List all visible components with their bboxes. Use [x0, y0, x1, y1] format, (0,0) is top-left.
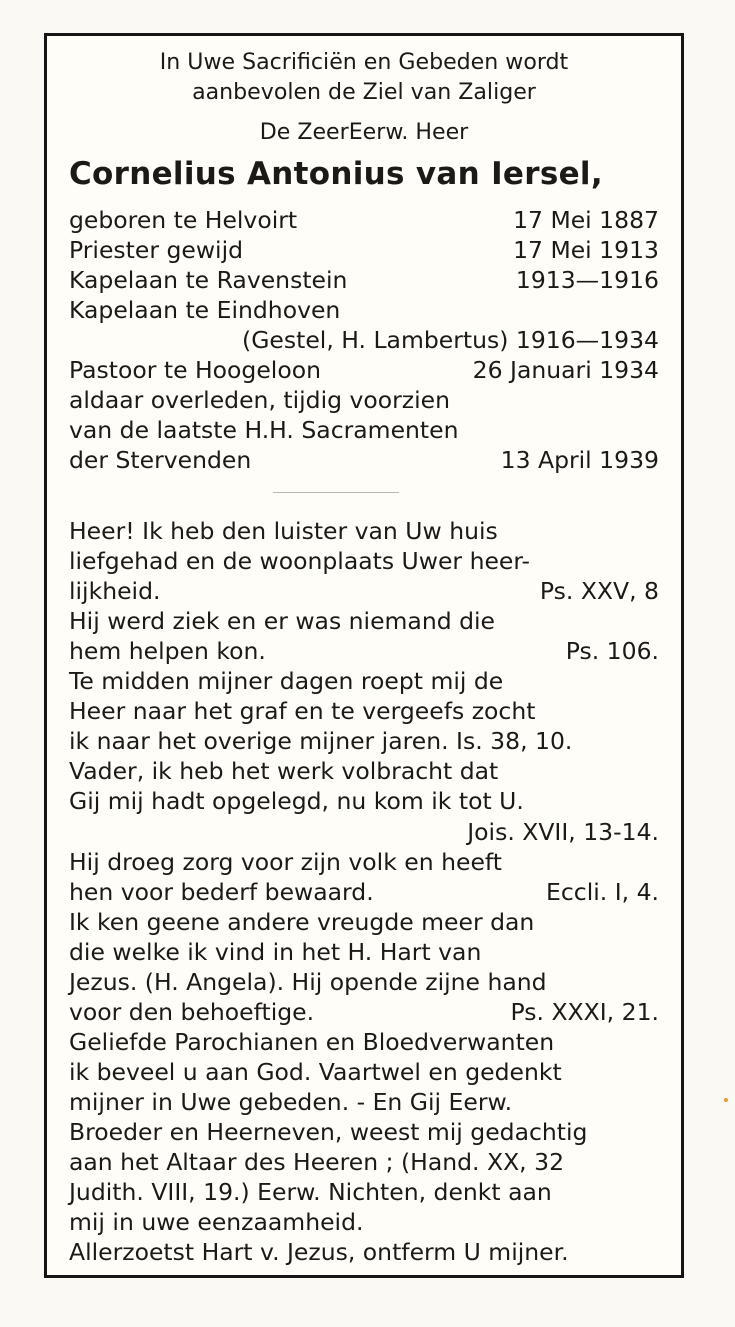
- verse-line-left: die welke ik vind in het H. Hart van: [69, 937, 482, 966]
- verse-line-right: Eccli. I, 4.: [546, 877, 659, 906]
- verse-line-left: aan het Altaar des Heeren ; (Hand. XX, 32: [69, 1148, 565, 1177]
- verse-line-left: lijkheid.: [69, 577, 161, 606]
- section-divider: [273, 492, 399, 493]
- verse-line-left: liefgehad en de woonplaats Uwer heer-: [69, 547, 531, 576]
- header-line-2: aanbevolen de Ziel van Zaliger: [192, 79, 536, 105]
- verse-line-left: Hij droeg zorg voor zijn volk en heeft: [69, 847, 502, 876]
- biography-line-right: (Gestel, H. Lambertus) 1916—1934: [242, 326, 659, 354]
- verse-line-left: Heer! Ik heb den luister van Uw huis: [69, 517, 498, 545]
- verse-line-left: mijner in Uwe gebeden. - En Gij Eerw.: [69, 1087, 513, 1116]
- biography-line-left: geboren te Helvoirt: [69, 206, 298, 234]
- verse-line-left: Vader, ik heb het werk volbracht dat: [69, 757, 499, 786]
- biography-line-left: Pastoor te Hoogeloon: [69, 356, 321, 384]
- paper-speck: [724, 1098, 728, 1102]
- verse-line-right: Ps. XXV, 8: [539, 577, 659, 606]
- deceased-name: Cornelius Antonius van Iersel,: [69, 156, 603, 192]
- verse-line-left: hen voor bederf bewaard.: [69, 877, 374, 906]
- verse-line-right: Ps. XXXI, 21.: [510, 997, 659, 1026]
- biography-line-right: 17 Mei 1887: [513, 206, 659, 234]
- biography-line-left: aldaar overleden, tijdig voorzien: [69, 386, 451, 414]
- biography-line-right: 1913—1916: [515, 266, 659, 294]
- verse-line-left: Ik ken geene andere vreugde meer dan: [69, 907, 535, 936]
- biography-line-right: 17 Mei 1913: [513, 236, 659, 264]
- biography-line-right: 13 April 1939: [500, 446, 659, 474]
- verse-line-left: mij in uwe eenzaamheid.: [69, 1208, 364, 1237]
- verse-line-left: Hij werd ziek en er was niemand die: [69, 607, 496, 636]
- verse-line-left: Jezus. (H. Angela). Hij opende zijne hand: [69, 967, 547, 996]
- verse-line-left: ik naar het overige mijner jaren. Is. 38, 10.: [69, 727, 573, 756]
- header-line-1: In Uwe Sacrificiën en Gebeden wordt: [159, 49, 569, 75]
- verse-line-right: Jois. XVII, 13-14.: [467, 817, 659, 846]
- verse-line-left: hem helpen kon.: [69, 637, 266, 666]
- verse-line-right: Ps. 106.: [565, 637, 659, 666]
- verse-line-left: ik beveel u aan God. Vaartwel en gedenkt: [69, 1057, 562, 1086]
- honorific-title: De ZeerEerw. Heer: [259, 119, 469, 145]
- biography-line-left: Priester gewijd: [69, 236, 244, 264]
- verse-line-left: Gij mij hadt opgelegd, nu kom ik tot U.: [69, 787, 524, 816]
- verse-line-left: Te midden mijner dagen roept mij de: [69, 667, 504, 696]
- verse-line-left: Broeder en Heerneven, weest mij gedachtig: [69, 1118, 588, 1146]
- verse-line-left: Geliefde Parochianen en Bloedverwanten: [69, 1027, 555, 1056]
- closing-prayer: Allerzoetst Hart v. Jezus, ontferm U mijner.: [69, 1238, 569, 1266]
- biography-line-left: der Stervenden: [69, 446, 252, 474]
- verse-line-left: voor den behoeftige.: [69, 997, 315, 1026]
- memorial-card: [44, 33, 684, 1278]
- verse-line-left: Judith. VIII, 19.) Eerw. Nichten, denkt aan: [69, 1178, 552, 1207]
- biography-line-left: Kapelaan te Eindhoven: [69, 296, 341, 324]
- biography-line-right: 26 Januari 1934: [472, 356, 659, 384]
- biography-line-left: van de laatste H.H. Sacramenten: [69, 416, 459, 444]
- verse-line-left: Heer naar het graf en te vergeefs zocht: [69, 697, 536, 726]
- biography-line-left: Kapelaan te Ravenstein: [69, 266, 348, 294]
